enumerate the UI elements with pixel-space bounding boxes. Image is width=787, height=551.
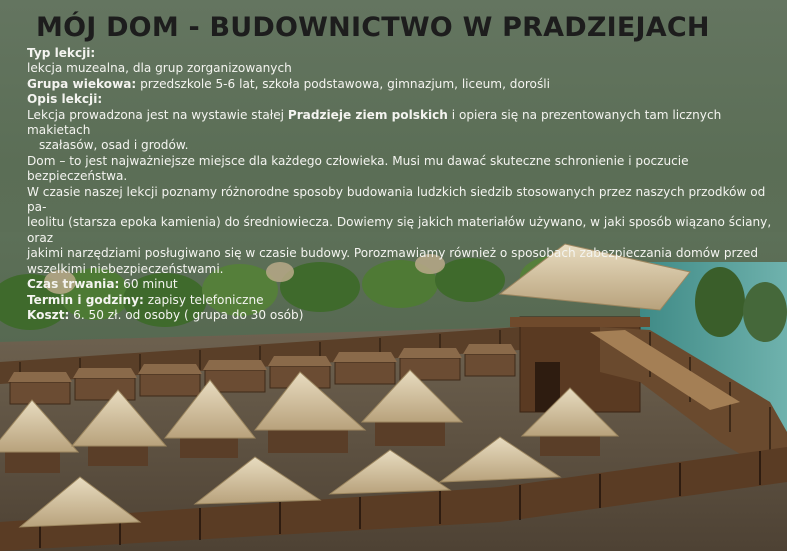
schedule-label: Termin i godziny: — [27, 292, 144, 307]
cost-value: 6. 50 zł. od osoby ( grupa do 30 osób) — [69, 307, 304, 322]
page-title: MÓJ DOM - BUDOWNICTWO W PRADZIEJACH — [36, 12, 710, 43]
duration-label: Czas trwania: — [27, 277, 120, 292]
description-paragraph-1-cont: szałasów, osad i grodów. — [39, 138, 189, 153]
description-paragraph-2-line-4: jakimi narzędziami posługiwano się w czasie budowy. Porozmawiamy również o sposobach zabezpieczania domów przed — [27, 246, 758, 261]
age-group-label: Grupa wiekowa: — [27, 76, 137, 91]
schedule-value: zapisy telefoniczne — [143, 292, 264, 307]
lesson-info — [27, 46, 779, 323]
age-group-row — [27, 77, 779, 92]
schedule-row — [27, 293, 779, 308]
cost-row — [27, 308, 779, 323]
description-label: Opis lekcji: — [27, 92, 103, 107]
description-paragraph-1: Lekcja prowadzona jest na wystawie stałej Pradzieje ziem polskich i opiera się na prezentowanych tam licznych makietach — [27, 107, 722, 138]
age-group-value: przedszkole 5-6 lat, szkoła podstawowa, gimnazjum, liceum, dorośli — [140, 76, 550, 91]
duration-row — [27, 277, 779, 292]
cost-label: Koszt: — [27, 307, 70, 322]
description-paragraph-2-line-3: leolitu (starsza epoka kamienia) do średniowiecza. Dowiemy się jakich materiałów używano, w jaki sposób wiązano ściany, oraz — [27, 215, 772, 245]
description-paragraph-2-line-5: wszelkimi niebezpieczeństwami. — [27, 261, 224, 276]
description-paragraph-2-line-2: W czasie naszej lekcji poznamy różnorodne sposoby budowania ludzkich siedzib stosowanych przez naszych przodków od pa- — [27, 184, 766, 215]
lesson-type-label: Typ lekcji: — [27, 46, 96, 60]
description-paragraph-2-line-1: Dom – to jest najważniejsze miejsce dla każdego człowieka. Musi mu dawać skuteczne schronienie i poczucie bezpieczeństwa. — [27, 153, 689, 184]
duration-value: 60 minut — [119, 277, 178, 292]
exhibition-name: Pradzieje ziem polskich — [287, 107, 448, 122]
lesson-type-value: lekcja muzealna, dla grup zorganizowanych — [27, 61, 292, 76]
